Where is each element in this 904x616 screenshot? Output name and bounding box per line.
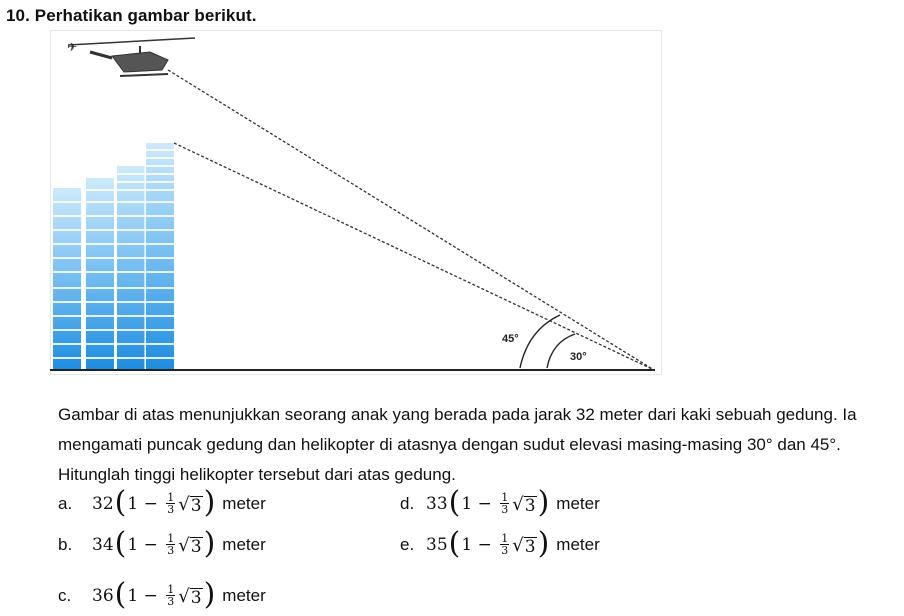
- elevation-diagram: [50, 30, 662, 375]
- angle-label-30: 30°: [570, 351, 587, 363]
- option-letter: a.: [58, 494, 73, 513]
- problem-figure: [50, 30, 662, 375]
- building: [53, 143, 174, 370]
- option-unit: meter: [222, 535, 266, 554]
- option-e[interactable]: [400, 525, 600, 565]
- option-expression: 33 ( 1 − $\frac{1}{3}$ √ 3 ): [426, 485, 550, 520]
- svg-text:✈: ✈: [67, 40, 78, 54]
- option-unit: meter: [556, 535, 600, 554]
- line-of-sight-helicopter: [168, 70, 654, 370]
- question-body: Gambar di atas menunjukkan seorang anak yang berada pada jarak 32 meter dari kaki sebuah gedung. Ia mengamati puncak gedung dan helikopter di atasnya dengan sudut elevasi masing-masing 30° dan 45°. Hitunglah tinggi helikopter tersebut dari atas gedung.: [58, 405, 857, 484]
- option-c[interactable]: [58, 576, 266, 616]
- option-expression: 36 ( 1 − $\frac{1}{3}$ √ 3 ): [92, 577, 216, 612]
- line-of-sight-building: [174, 143, 654, 370]
- helicopter-icon: [67, 38, 195, 76]
- option-expression: 32 ( 1 − $\frac{1}{3}$ √ 3 ): [92, 485, 216, 520]
- option-expression: 35 ( 1 − $\frac{1}{3}$ √ 3 ): [426, 526, 550, 561]
- option-d[interactable]: [400, 484, 600, 524]
- angle-label-45: 45°: [502, 333, 519, 345]
- option-a[interactable]: [58, 484, 266, 524]
- option-b[interactable]: [58, 525, 266, 565]
- option-unit: meter: [222, 586, 266, 605]
- option-letter: b.: [58, 535, 73, 554]
- option-letter: c.: [58, 586, 72, 605]
- question-title: 10. Perhatikan gambar berikut.: [6, 6, 257, 25]
- option-unit: meter: [556, 494, 600, 513]
- option-letter: e.: [400, 535, 415, 554]
- option-letter: d.: [400, 494, 415, 513]
- option-unit: meter: [222, 494, 266, 513]
- option-expression: 34 ( 1 − $\frac{1}{3}$ √ 3 ): [92, 526, 216, 561]
